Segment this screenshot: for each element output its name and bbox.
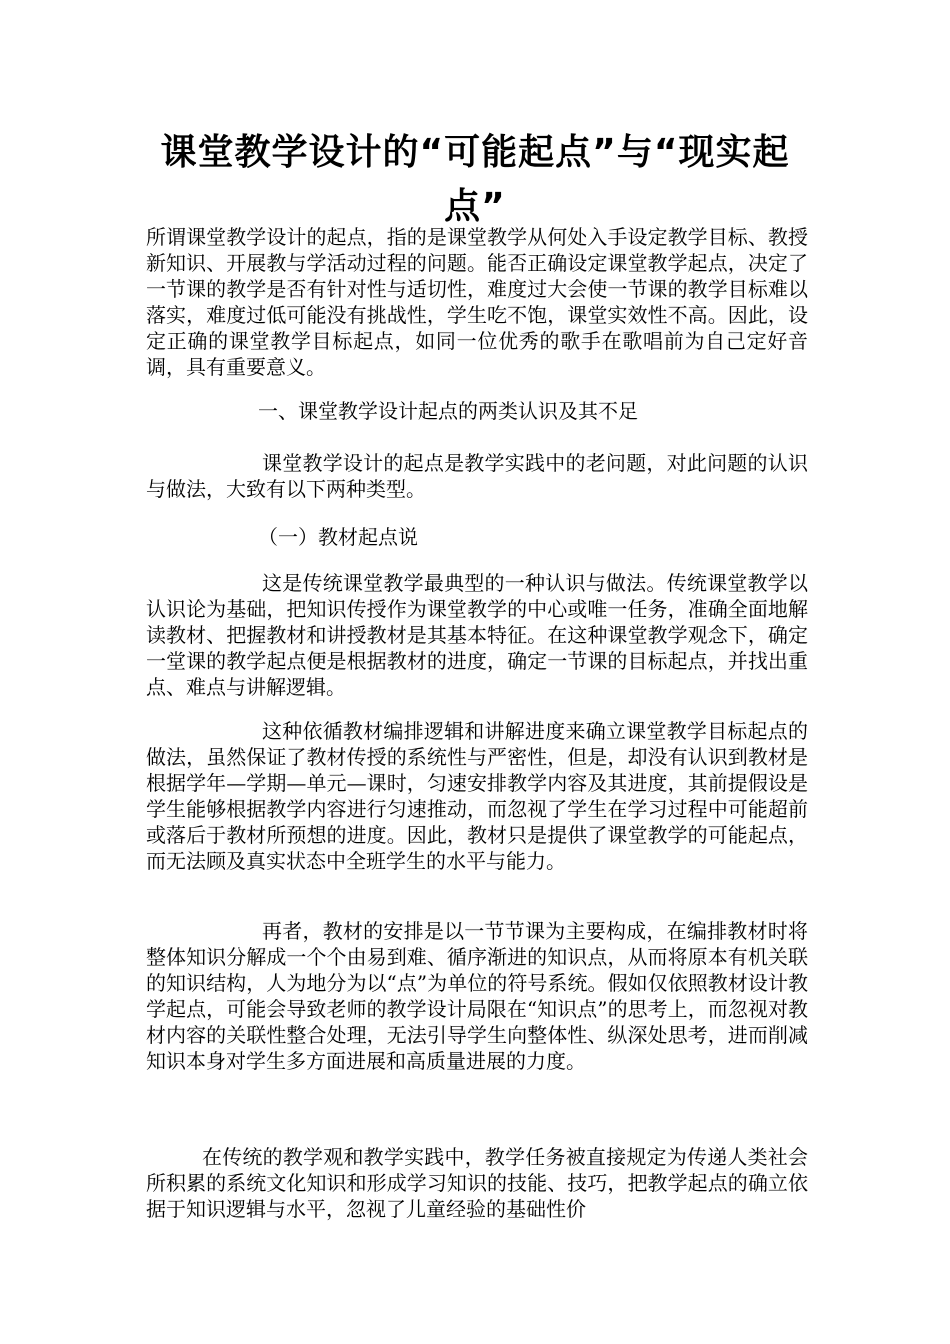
paragraph-textbook-view: 这是传统课堂教学最典型的一种认识与做法。传统课堂教学以认识论为基础，把知识传授作为课堂教学的中心或唯一任务，准确全面地解读教材、把握教材和讲授教材是其基本特征。在这种课堂教学观念下，确定一堂课的教学起点便是根据教材的进度，确定一节课的目标起点，并找出重点、难点与讲解逻辑。: [146, 571, 808, 699]
paragraph-section-intro: 课堂教学设计的起点是教学实践中的老问题，对此问题的认识与做法，大致有以下两种类型。: [146, 451, 808, 501]
document-title: 课堂教学设计的“可能起点”与“现实起点”: [160, 132, 790, 227]
paragraph-textbook-critique: 这种依循教材编排逻辑和讲解进度来确立课堂教学目标起点的做法，虽然保证了教材传授的系统性与严密性，但是，却没有认识到教材是根据学年—学期—单元—课时，匀速安排教学内容及其进度，其前提假设是学生能够根据教学内容进行匀速推动，而忽视了学生在学习过程中可能超前或落后于教材所预想的进度。因此，教材只是提供了课堂教学的可能起点，而无法顾及真实状态中全班学生的水平与能力。: [146, 719, 808, 873]
paragraph-traditional-teaching: 在传统的教学观和教学实践中，教学任务被直接规定为传递人类社会所积累的系统文化知识和形成学习知识的技能、技巧，把教学起点的确立依据于知识逻辑与水平，忽视了儿童经验的基础性价: [146, 1145, 808, 1221]
paragraph-knowledge-points: 再者，教材的安排是以一节节课为主要构成，在编排教材时将整体知识分解成一个个由易到难、循序渐进的知识点，从而将原本有机关联的知识结构，人为地分为以“点”为单位的符号系统。假如仅依照教材设计教学起点，可能会导致老师的教学设计局限在“知识点”的思考上，而忽视对教材内容的关联性整合处理，无法引导学生向整体性、纵深处思考，进而削减知识本身对学生多方面进展和高质量进展的力度。: [146, 919, 808, 1073]
section-heading-1: 一、课堂教学设计起点的两类认识及其不足: [258, 399, 638, 423]
paragraph-intro: 所谓课堂教学设计的起点，指的是课堂教学从何处入手设定教学目标、教授新知识、开展教与学活动过程的问题。能否正确设定课堂教学起点，决定了一节课的教学是否有针对性与适切性，难度过大会使一节课的教学目标难以落实，难度过低可能没有挑战性，学生吃不饱，课堂实效性不高。因此，设定正确的课堂教学目标起点，如同一位优秀的歌手在歌唱前为自己定好音调，具有重要意义。: [146, 225, 808, 379]
subsection-heading-1: （一）教材起点说: [258, 525, 418, 549]
